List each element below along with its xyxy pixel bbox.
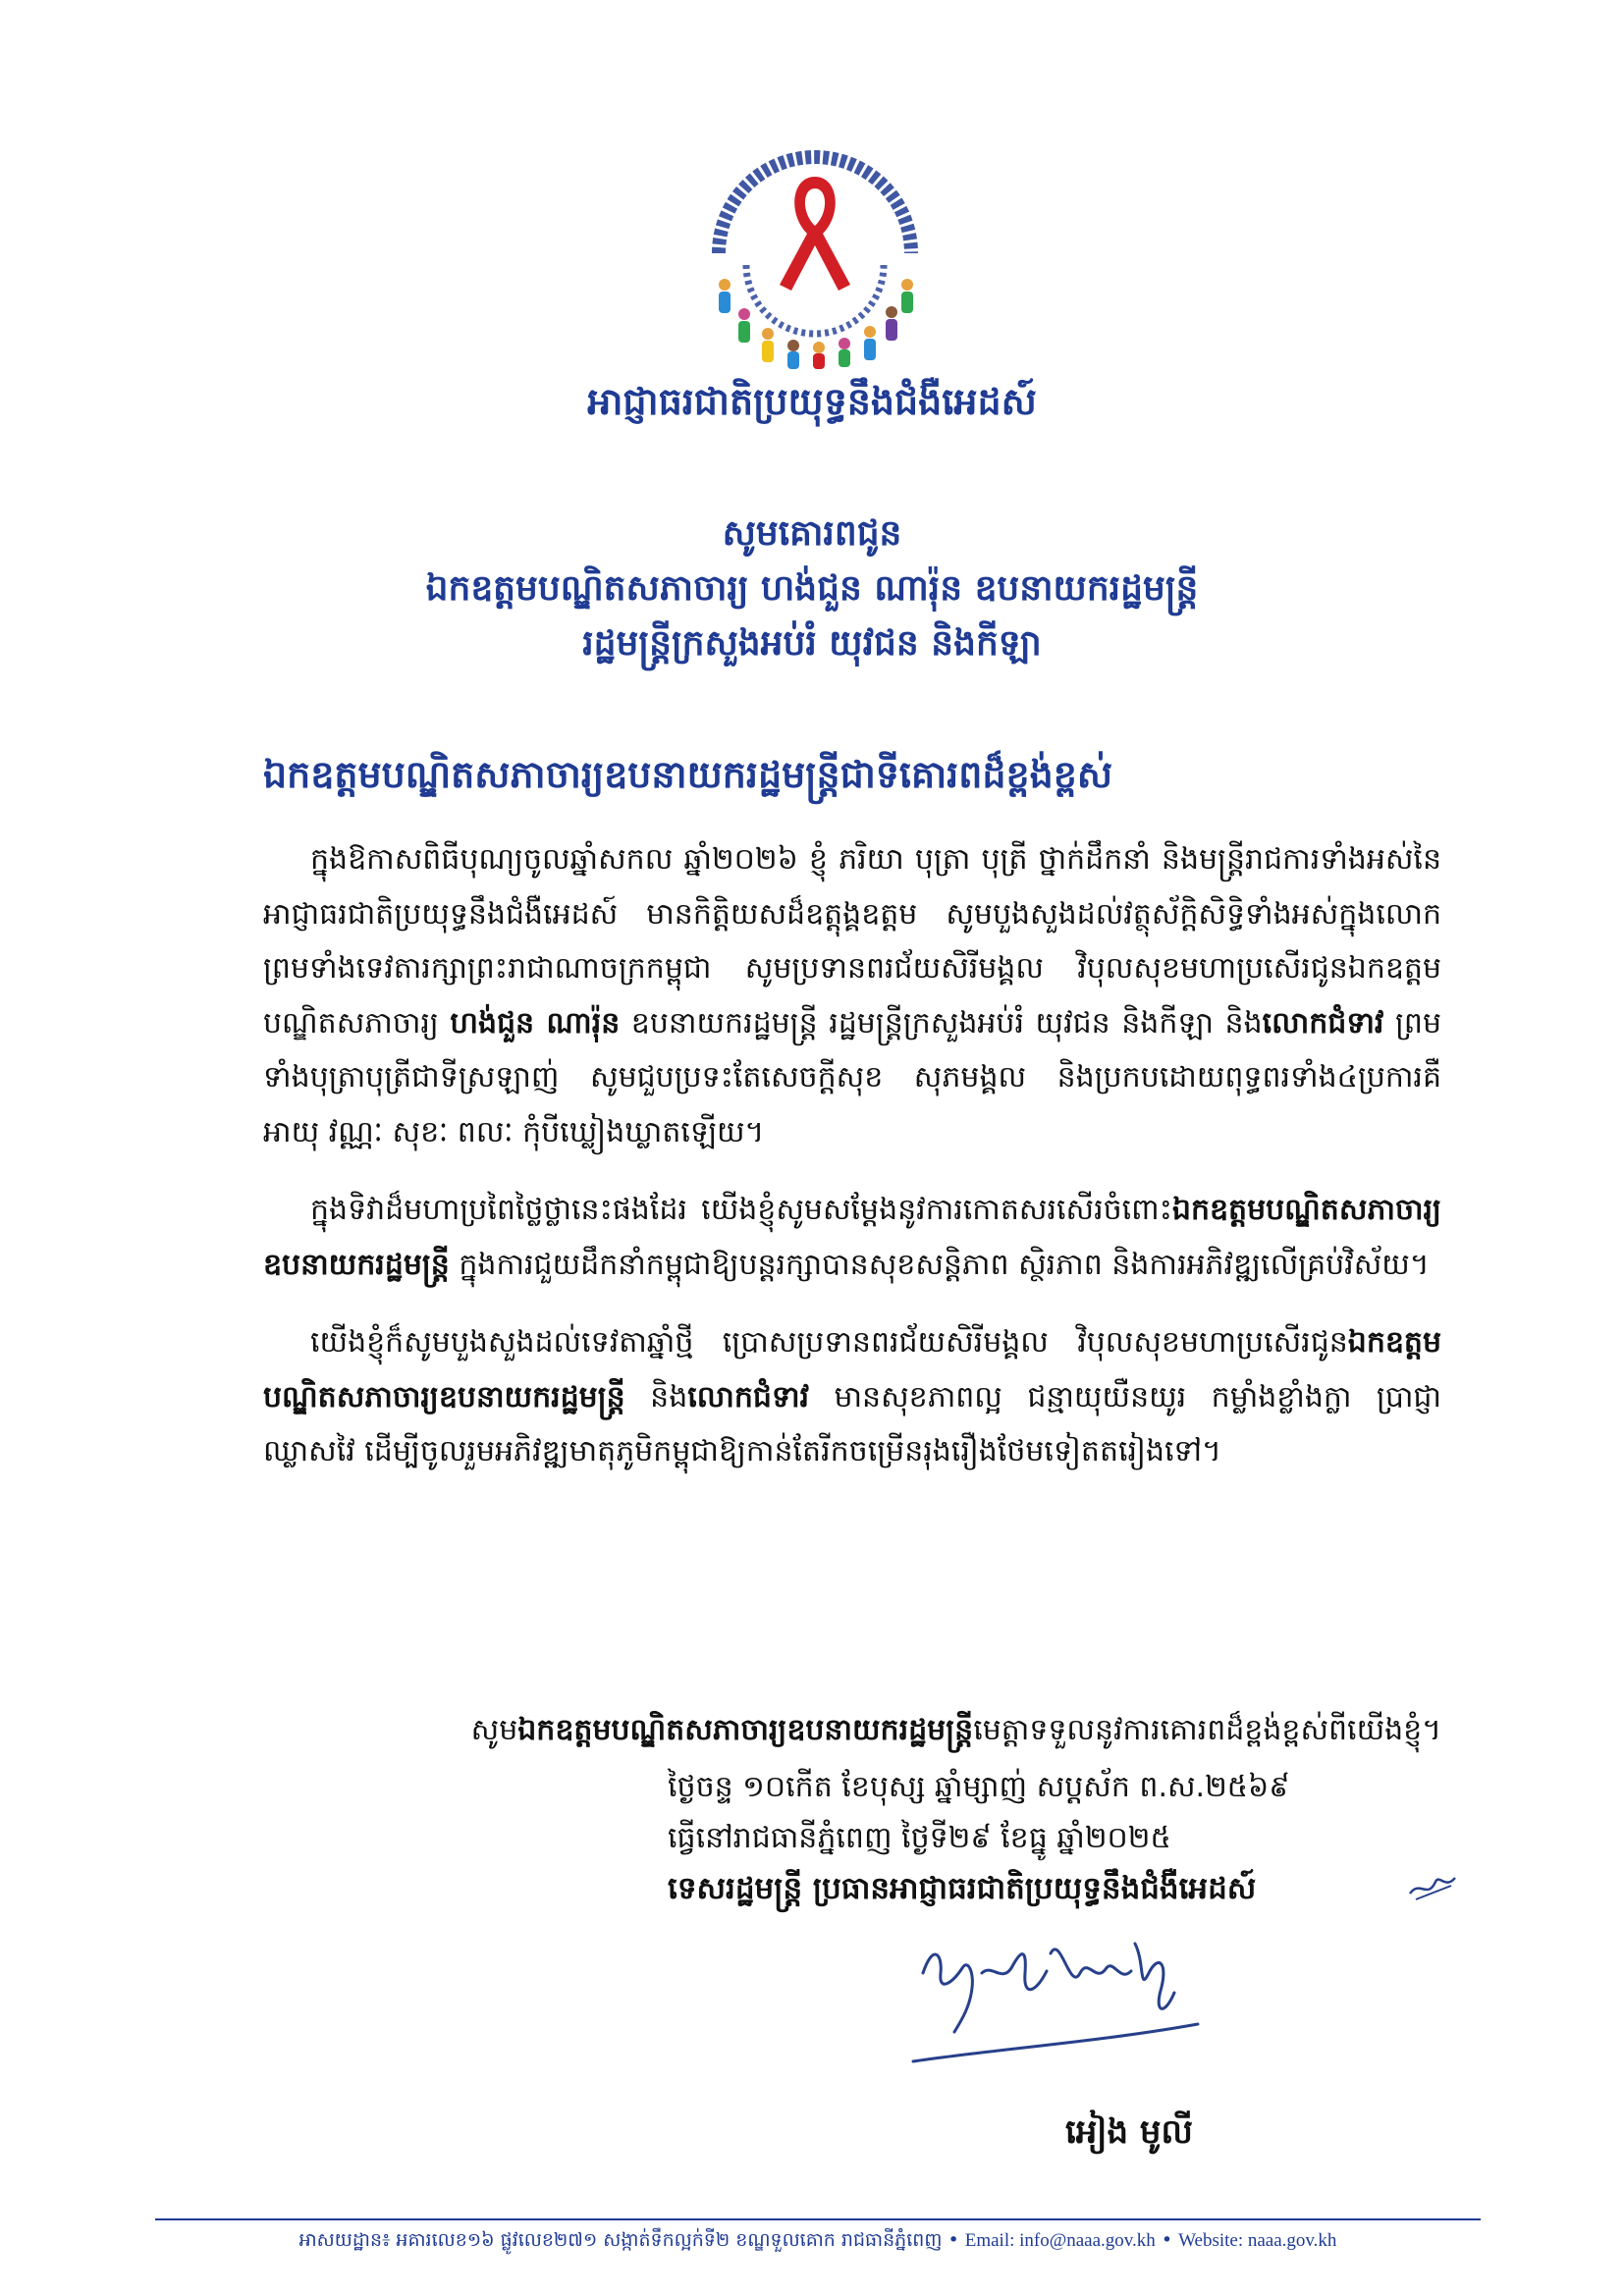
handwritten-signature bbox=[903, 1914, 1237, 2110]
footer-contact bbox=[155, 2228, 1481, 2256]
footer-divider bbox=[155, 2218, 1481, 2220]
body-paragraph-2 bbox=[263, 1183, 1441, 1292]
closing-line bbox=[263, 1703, 1441, 1758]
p2-text-b: ក្នុងការជួយដឹកនាំកម្ពុជាឱ្យបន្តរក្សាបានសុខសន្តិភាព ស្ថិរភាព និងការអភិវឌ្ឍលើគ្រប់វិស័យ។ bbox=[449, 1247, 1430, 1282]
addressee-line-1: សូមគោរពជូន bbox=[722, 512, 902, 554]
p3-text-c: មានសុខភាពល្អ ជន្មាយុយឺនយូរ កម្លាំងខ្លាំងក្លា ប្រាជ្ញាឈ្លាសវៃ ដើម្បីចូលរួមអភិវឌ្ឍមាតុភូមិកម្ពុជាឱ្យកាន់តែរីកចម្រើនរុងរឿងថែមទៀតតរៀងទៅ។ bbox=[263, 1379, 1441, 1468]
signer-title: ទេសរដ្ឋមន្ត្រី ប្រធានអាជ្ញាធរជាតិប្រយុទ្ធនឹងជំងឺអេដស៍ bbox=[668, 1871, 1257, 1906]
closing-text-a: សូម bbox=[470, 1713, 518, 1747]
body-paragraph-1 bbox=[263, 832, 1441, 1159]
p3-recipient-title: ឯកឧត្តមបណ្ឌិតសភាចារ្យឧបនាយករដ្ឋមន្ត្រី bbox=[263, 1325, 1441, 1415]
footer-website: Website: naaa.gov.kh bbox=[1178, 2230, 1337, 2251]
footer-separator: • bbox=[1155, 2229, 1179, 2251]
p1-text-b: ឧបនាយករដ្ឋមន្ត្រី រដ្ឋមន្ត្រីក្រសួងអប់រំ យុវជន និងកីឡា និង bbox=[620, 1005, 1263, 1041]
footer-address: អាសយដ្ឋាន៖ អគារលេខ១៦ ផ្លូវលេខ២៧១ សង្កាត់ទឹកល្អក់ទី២ ខណ្ឌទួលគោក រាជធានីភ្នំពេញ bbox=[298, 2229, 943, 2251]
p1-lady-title: លោកជំទាវ bbox=[1262, 1005, 1384, 1041]
lunar-date: ថ្ងៃចន្ទ ១០កើត ខែបុស្ស ឆ្នាំម្សាញ់ សប្តស័ក ព.ស.២៥៦៩ bbox=[668, 1770, 1290, 1804]
solar-date: ធ្វើនៅរាជធានីភ្នំពេញ ថ្ងៃទី២៩ ខែធ្នូ ឆ្នាំ២០២៥ bbox=[668, 1821, 1171, 1855]
footer-email: Email: info@naaa.gov.kh bbox=[964, 2230, 1156, 2251]
national-aids-authority-logo bbox=[697, 137, 933, 373]
p3-text-a: យើងខ្ញុំក៏សូមបួងសួងដល់ទេវតាឆ្នាំថ្មី ប្រោសប្រទានពរជ័យសិរីមង្គល វិបុលសុខមហាប្រសើរជូន bbox=[310, 1325, 1348, 1360]
addressee-line-2: ឯកឧត្តមបណ្ឌិតសភាចារ្យ ហង់ជួន ណារ៉ុន ឧបនាយករដ្ឋមន្ត្រី bbox=[425, 567, 1199, 609]
body-paragraph-3 bbox=[263, 1315, 1441, 1479]
closing-text-b: មេត្តាទទួលនូវការគោរពដ៏ខ្ពង់ខ្ពស់ពីយើងខ្ញុំ។ bbox=[973, 1713, 1441, 1747]
signer-name: អៀង មូលី bbox=[1065, 2112, 1193, 2152]
date-block bbox=[668, 1762, 1414, 1864]
closing-recipient-title: ឯកឧត្តមបណ្ឌិតសភាចារ្យឧបនាយករដ្ឋមន្ត្រី bbox=[517, 1713, 974, 1747]
letter-body bbox=[263, 832, 1441, 1503]
p3-lady-title: លោកជំទាវ bbox=[687, 1379, 810, 1415]
p3-text-b: និង bbox=[624, 1379, 688, 1415]
addressee-line-3: រដ្ឋមន្ត្រីក្រសួងអប់រំ យុវជន និងកីឡា bbox=[582, 622, 1042, 664]
organization-name: អាជ្ញាធរជាតិប្រយុទ្ធនឹងជំងឺអេដស៍ bbox=[587, 379, 1037, 423]
salutation: ឯកឧត្តមបណ្ឌិតសភាចារ្យឧបនាយករដ្ឋមន្ត្រីជាទីគោរពដ៏ខ្ពង់ខ្ពស់ bbox=[263, 752, 1113, 796]
p1-text-c: ព្រមទាំងបុត្រាបុត្រីជាទីស្រឡាញ់ សូមជួបប្រទះតែសេចក្តីសុខ សុភមង្គល និងប្រកបដោយពុទ្ធពរទាំង៤ប្រការគឺ អាយុ វណ្ណៈ សុខៈ ពលៈ កុំបីឃ្លៀងឃ្លាតឡើយ។ bbox=[263, 1005, 1441, 1149]
p2-text-a: ក្នុងទិវាដ៏មហាប្រពៃថ្លៃថ្លានេះផងដែរ យើងខ្ញុំសូមសម្តែងនូវការកោតសរសើរចំពោះ bbox=[310, 1193, 1172, 1227]
p2-recipient-title: ឯកឧត្តមបណ្ឌិតសភាចារ្យឧបនាយករដ្ឋមន្ត្រី bbox=[263, 1193, 1441, 1282]
addressee-block bbox=[0, 506, 1624, 670]
p1-recipient-name: ហង់ជួន ណារ៉ុន bbox=[450, 1005, 621, 1041]
footer-separator: • bbox=[942, 2229, 965, 2251]
initial-mark-icon bbox=[1406, 1860, 1460, 1909]
p1-text-a: ក្នុងឱកាសពិធីបុណ្យចូលឆ្នាំសកល ឆ្នាំ២០២៦ ខ្ញុំ ភរិយា បុត្រា បុត្រី ថ្នាក់ដឹកនាំ និងមន្ត្រីរាជការទាំងអស់នៃអាជ្ញាធរជាតិប្រយុទ្ធនឹងជំងឺអេដស៍ មានកិត្តិយសដ៏ឧត្តុង្គឧត្តម សូមបួងសួងដល់វត្ថុស័ក្តិសិទ្ធិទាំងអស់ក្នុងលោក ព្រមទាំងទេវតារក្សាព្រះរាជាណាចក្រកម្ពុជា សូមប្រទានពរជ័យសិរីមង្គល វិបុលសុខមហាប្រសើរជូនឯកឧត្តមបណ្ឌិតសភាចារ្យ bbox=[263, 842, 1441, 1041]
